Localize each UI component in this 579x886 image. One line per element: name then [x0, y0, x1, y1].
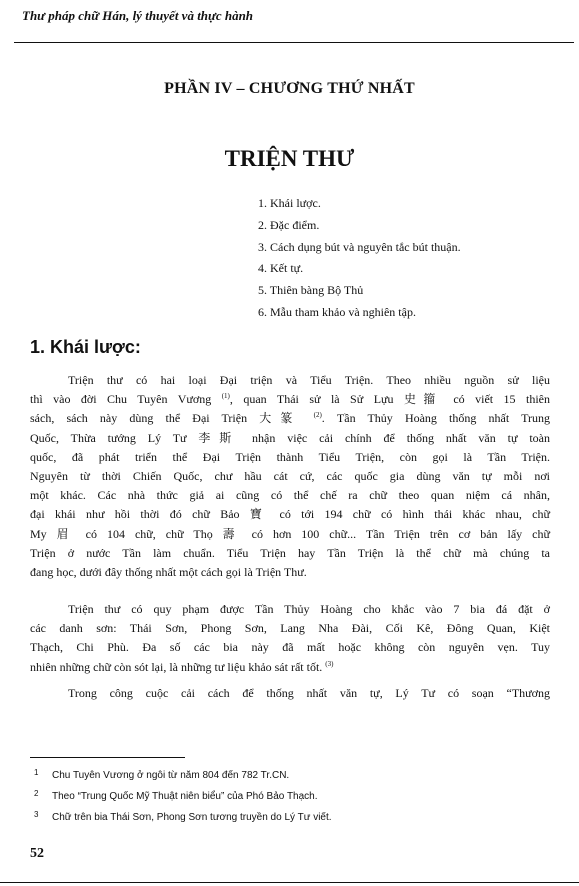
- running-head: Thư pháp chữ Hán, lý thuyết và thực hành: [22, 8, 254, 23]
- text-line: sách, sách này dùng thể Đại Triện 大篆 $^{(2)}$. Tần Thủy Hoàng thống nhất Trung: [30, 411, 550, 426]
- footnote-ref: (3): [325, 659, 334, 668]
- paragraph-3: [30, 684, 550, 703]
- text-line: Nguyên từ thời Chiến Quốc, chư hầu cát cứ, các quốc gia dùng văn tự mỗi nơi: [30, 468, 550, 483]
- text-line: quốc, đã phát triển thể Đại Triện thành Tiểu Triện, còn gọi là Tần Triện.: [30, 449, 550, 464]
- text-line: My 眉 có 104 chữ, chữ Thọ 壽 có hơn 100 chữ... Tần Triện trên cơ bản lấy chữ: [30, 526, 550, 541]
- text-line: các danh sơn: Thái Sơn, Phong Sơn, Lang Nha Đài, Cối Kê, Đông Quan, Kiệt: [30, 621, 550, 636]
- text-line: Trong công cuộc cải cách để thống nhất văn tự, Lý Tư có soạn “Thương: [68, 686, 550, 700]
- footnote-number: 3: [34, 810, 39, 819]
- text-line: nhiên những chữ còn sót lại, là những tư liệu khảo sát rất tốt. $^{(3)}$: [30, 659, 334, 674]
- text-line: Quốc, Thừa tướng Lý Tư 李斯 nhận việc cải chính để thống nhất văn tự toàn: [30, 430, 550, 445]
- footnote-ref: (1): [221, 392, 230, 401]
- footnote-number: 2: [34, 789, 39, 798]
- footnote-ref: (2): [313, 411, 322, 420]
- chapter-title: TRIỆN THƯ: [224, 146, 355, 171]
- paragraph-1: [30, 371, 550, 582]
- page-number: 52: [30, 846, 44, 861]
- text-line: đang học, dưới đây thống nhất một cách gọi là Triện Thư.: [30, 564, 307, 579]
- contents-item: 1. Khái lược.: [258, 196, 321, 210]
- text-line: Triện ở nước Tần làm chuẩn. Tiểu Triện hay Tần Triện là thể chữ mà chúng ta: [30, 545, 550, 560]
- footnote: 3 Chữ trên bia Thái Sơn, Phong Sơn tương truyền do Lý Tư viết.: [34, 810, 332, 823]
- contents-item: 6. Mẫu tham khảo và nghiên tập.: [258, 304, 416, 319]
- contents-item: 4. Kết tự.: [258, 261, 304, 276]
- header-rule: [14, 42, 574, 43]
- section-heading: 1. Khái lược:: [30, 337, 141, 357]
- text-line: thì vào đời Chu Tuyên Vương $^{(1)}$, quan Thái sử là Sử Lựu 史籀 có viết 15 thiên: [30, 392, 550, 407]
- contents-list: [258, 193, 461, 324]
- text-line: đại khái như hồi thời đó chữ Bảo 寶 có tới 194 chữ có hình thái khác nhau, chữ: [30, 507, 550, 522]
- footnote: 2 Theo “Trung Quốc Mỹ Thuật niên biểu” của Phó Bảo Thạch.: [34, 789, 318, 802]
- text-line: Triện thư có quy phạm được Tần Thủy Hoàng cho khắc vào 7 bia đá đặt ở: [68, 602, 550, 616]
- footnote-rule: [30, 757, 185, 758]
- text-line: một khác. Các nhà thức giả ai cũng có thể chế ra chữ theo quan niệm cá nhân,: [30, 488, 550, 503]
- part-title: PHẦN IV – CHƯƠNG THỨ NHẤT: [164, 80, 415, 97]
- contents-item: 3. Cách dụng bút và nguyên tắc bút thuận.: [258, 239, 461, 254]
- footnotes: [34, 766, 332, 829]
- text-line: Thạch, Chi Phù. Đa số các bia này đã mất hoặc không còn nguyên vẹn. Tuy: [30, 640, 550, 655]
- footnote-number: 1: [34, 768, 39, 777]
- bottom-rule: [0, 882, 579, 883]
- contents-item: 5. Thiên bàng Bộ Thủ: [258, 283, 364, 298]
- paragraph-2: [30, 600, 550, 677]
- footnote: 1 Chu Tuyên Vương ở ngôi từ năm 804 đến 782 Tr.CN.: [34, 768, 290, 781]
- text-line: Triện thư có hai loại Đại triện và Tiểu Triện. Theo nhiều nguồn sử liệu: [68, 373, 550, 387]
- contents-item: 2. Đặc điểm.: [258, 217, 320, 232]
